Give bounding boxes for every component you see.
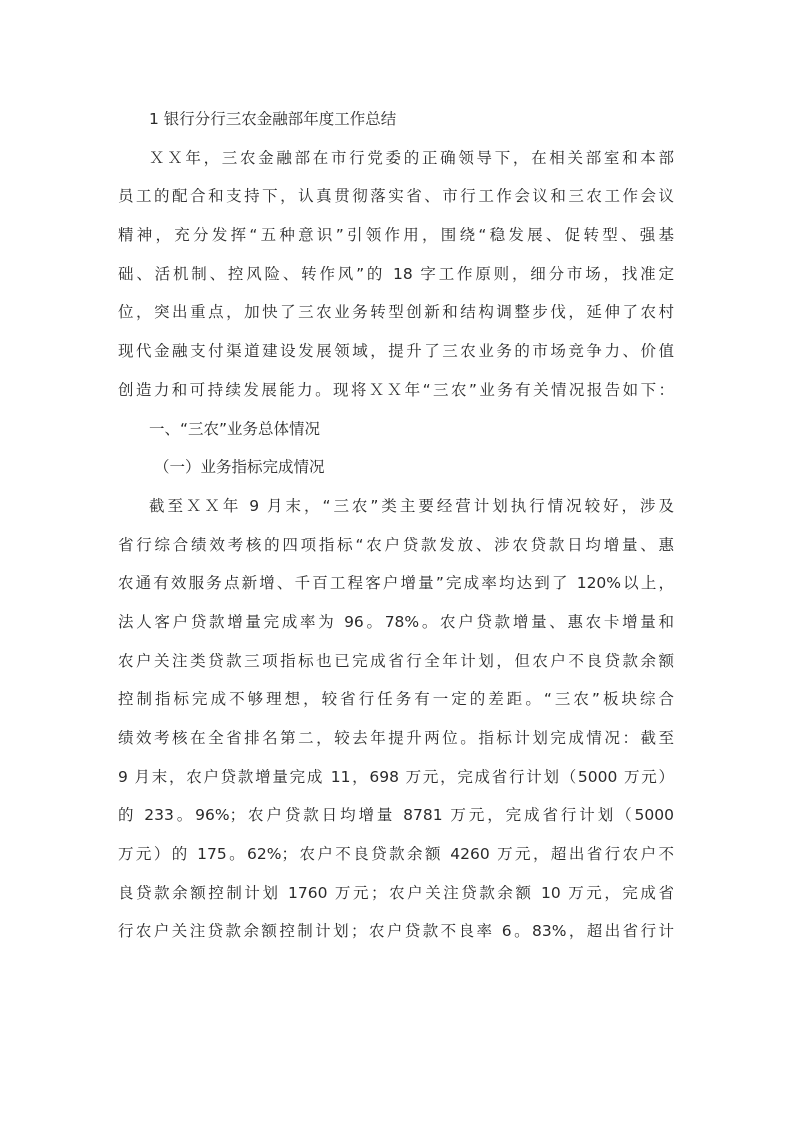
paragraph-line: 控制指标完成不够理想，较省行任务有一定的差距。“三农”板块综合 bbox=[118, 690, 674, 709]
paragraph-line: ＸＸ年，三农金融部在市行党委的正确领导下，在相关部室和本部 bbox=[149, 148, 674, 167]
paragraph-line: 绩效考核在全省排名第二，较去年提升两位。指标计划完成情况：截至 bbox=[118, 729, 674, 747]
paragraph-line: 万元）的 175。62%；农户不良贷款余额 4260 万元，超出省行农户不 bbox=[118, 845, 674, 864]
paragraph-line: 础、活机制、控风险、转作风”的 18 字工作原则，细分市场，找准定 bbox=[118, 264, 674, 283]
paragraph-line: 行农户关注贷款余额控制计划；农户贷款不良率 6。83%，超出省行计 bbox=[118, 922, 674, 941]
paragraph-line: 省行综合绩效考核的四项指标“农户贷款发放、涉农贷款日均增量、惠 bbox=[118, 535, 674, 554]
document-body bbox=[118, 100, 674, 951]
paragraph-line: 现代金融支付渠道建设发展领域，提升了三农业务的市场竞争力、价值 bbox=[118, 342, 674, 361]
paragraph-line: 9 月末，农户贷款增量完成 11，698 万元，完成省行计划（5000 万元） bbox=[118, 767, 674, 786]
paragraph-line: 的 233。96%；农户贷款日均增量 8781 万元，完成省行计划（5000 bbox=[118, 806, 674, 825]
section-heading: 一、“三农”业务总体情况 bbox=[149, 419, 321, 438]
paragraph-line: 农户关注类贷款三项指标也已完成省行全年计划，但农户不良贷款余额 bbox=[118, 651, 674, 670]
paragraph-line: 员工的配合和支持下，认真贯彻落实省、市行工作会议和三农工作会议 bbox=[118, 187, 674, 206]
paragraph-line: 良贷款余额控制计划 1760 万元；农户关注贷款余额 10 万元，完成省 bbox=[118, 883, 674, 902]
paragraph-line: 农通有效服务点新增、千百工程客户增量”完成率均达到了 120%以上， bbox=[118, 574, 674, 593]
paragraph-line: 法人客户贷款增量完成率为 96。78%。农户贷款增量、惠农卡增量和 bbox=[118, 612, 674, 631]
document-title: 1 银行分行三农金融部年度工作总结 bbox=[149, 110, 397, 128]
subsection-heading: （一）业务指标完成情况 bbox=[154, 458, 325, 477]
paragraph-line: 创造力和可持续发展能力。现将ＸＸ年“三农”业务有关情况报告如下： bbox=[118, 380, 674, 399]
paragraph-line: 精神，充分发挥“五种意识”引领作用，围绕“稳发展、促转型、强基 bbox=[118, 226, 674, 245]
paragraph-line: 截至ＸＸ年 9 月末，“三农”类主要经营计划执行情况较好，涉及 bbox=[149, 496, 674, 515]
paragraph-line: 位，突出重点，加快了三农业务转型创新和结构调整步伐，延伸了农村 bbox=[118, 303, 674, 322]
